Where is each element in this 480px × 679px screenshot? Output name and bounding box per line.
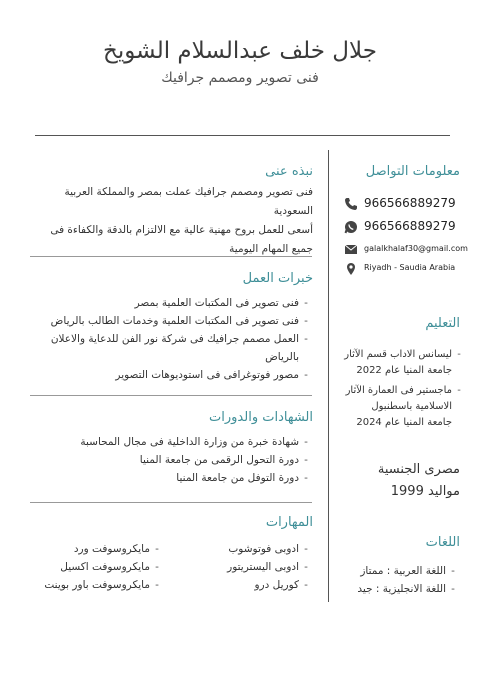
- experience-item-cont: بالرياض: [265, 351, 299, 363]
- skill-item: -مايكروسوفت ورد: [73, 543, 159, 555]
- education-item: -ليسانس الاداب قسم الآثار: [344, 349, 461, 360]
- about-title: نبذه عنى: [265, 164, 313, 179]
- education-item-detail: الاسلامية باسطنبول: [371, 401, 452, 412]
- skill-item: -مايكروسوفت باور بوينت: [44, 579, 159, 591]
- education-item-detail: جامعة المنيا عام 2024: [356, 417, 452, 428]
- about-text: [23, 183, 313, 259]
- experience-item: -العمل مصمم جرافيك فى شركة نور الفن للدعاية والاعلان: [50, 333, 308, 345]
- languages-list: [320, 562, 460, 598]
- languages-title: اللغات: [425, 535, 460, 550]
- skills-col-1: [203, 540, 313, 594]
- language-item: -اللغة العربية : ممتاز: [360, 565, 455, 577]
- phone-2[interactable]: 966566889279: [364, 219, 456, 233]
- skill-item: -ادوبى اليستريتور: [227, 561, 308, 573]
- education-item: -ماجستير فى العمارة الآثار: [345, 385, 461, 396]
- language-item: -اللغة الانجليزية : جيد: [357, 583, 455, 595]
- skill-item: -ادوبى فوتوشوب: [228, 543, 308, 555]
- education-list: [326, 347, 466, 431]
- location-text: Riyadh - Saudia Arabia: [364, 263, 456, 272]
- section-divider: [30, 395, 312, 396]
- phone-1[interactable]: 966566889279: [364, 196, 456, 210]
- experience-item: -فنى تصوير فى المكتبات العلمية وخدمات الطالب بالرياض: [50, 315, 308, 327]
- contact-title: معلومات التواصل: [365, 164, 460, 179]
- cv-name: جلال خلف عبدالسلام الشويخ: [103, 38, 377, 64]
- cv-subtitle: فنى تصوير ومصمم جرافيك: [161, 70, 319, 86]
- birth-year: مواليد 1999: [390, 484, 460, 499]
- cert-item: -دورة التحول الرقمى من جامعة المنيا: [139, 454, 308, 466]
- whatsapp-icon: [344, 220, 358, 234]
- email-icon: [344, 242, 358, 256]
- education-item-detail: جامعة المنيا عام 2022: [356, 365, 452, 376]
- about-line: جميع المهام اليومية: [229, 243, 313, 255]
- cert-item: -شهادة خبرة من وزارة الداخلية فى مجال المحاسبة: [80, 436, 308, 448]
- about-line: أسعى للعمل بروح مهنية عالية مع الالتزام بالدقة والكفاءة فى: [50, 224, 313, 236]
- certs-list: [23, 433, 313, 487]
- phone-icon: [344, 197, 358, 211]
- skill-item: -مايكروسوفت اكسيل: [60, 561, 159, 573]
- experience-title: خبرات العمل: [242, 271, 313, 286]
- skills-title: المهارات: [265, 515, 313, 530]
- nationality: مصرى الجنسية: [377, 462, 460, 477]
- about-line: فنى تصوير ومصمم جرافيك عملت بمصر والمملكة العربية السعودية: [64, 186, 313, 217]
- cert-item: -دورة التوفل من جامعة المنيا: [176, 472, 308, 484]
- section-divider: [30, 256, 312, 257]
- section-divider: [30, 502, 312, 503]
- experience-item: -فنى تصوير فى المكتبات العلمية بمصر: [134, 297, 308, 309]
- experience-list: [23, 294, 313, 384]
- education-title: التعليم: [425, 316, 460, 331]
- skills-col-2: [29, 540, 164, 594]
- location-pin-icon: [344, 262, 358, 276]
- header-divider: [35, 135, 450, 136]
- email-address[interactable]: galalkhalaf30@gmail.com: [364, 244, 468, 253]
- experience-item: -مصور فوتوغرافى فى استوديوهات التصوير: [115, 369, 308, 381]
- certs-title: الشهادات والدورات: [209, 410, 313, 425]
- skill-item: -كوريل درو: [254, 579, 308, 591]
